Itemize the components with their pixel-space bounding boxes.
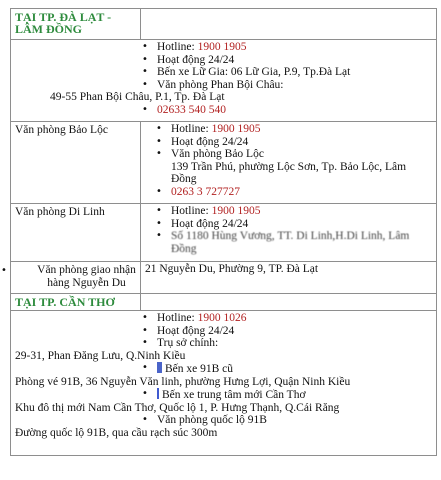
office-address: 49-55 Phan Bội Châu, P.1, Tp. Đà Lạt (50, 91, 225, 103)
list-item: • Hoạt động 24/24 (145, 136, 434, 149)
office-address: 139 Trần Phú, phường Lộc Sơn, Tp. Bảo Lộc, Lâm Đồng (171, 160, 407, 185)
hq-address: 29-31, Phan Đăng Lưu, Q.Ninh Kiều (15, 349, 186, 362)
list-item (145, 186, 434, 199)
office-label-dilinh: Văn phòng Di Linh (11, 204, 141, 262)
office-label-nguyendu: Văn phòng giao nhận hàng Nguyễn Du (37, 264, 136, 289)
list-item: • Văn phòng Bảo Lộc (145, 148, 434, 161)
office-table (1, 8, 437, 456)
section-title-dalat: TẠI TP. ĐÀ LẠT - LÂM ĐỒNG (11, 9, 141, 40)
list-item: • Bến xe 91B cũ (131, 362, 434, 376)
hotline-number: 1900 1026 (197, 312, 247, 324)
list-item (145, 230, 434, 255)
table-row (11, 262, 437, 294)
office-address: 21 Nguyễn Du, Phường 9, TP. Đà Lạt (141, 262, 437, 294)
marker-icon (157, 388, 159, 399)
hotline-number: 1900 1905 (197, 41, 247, 53)
list-item: • Hoạt động 24/24 (131, 54, 434, 67)
list-item: • Hotline: 1900 1905 (131, 41, 434, 54)
marker-icon (157, 362, 162, 373)
table-row (11, 40, 437, 122)
station-address: Khu đô thị mới Nam Cần Thơ, Quốc lộ 1, P. Hưng Thạnh, Q.Cái Răng (15, 401, 340, 414)
table-row (11, 122, 437, 204)
table-row (11, 311, 437, 456)
list-item: • Hotline: 1900 1905 (145, 205, 434, 218)
dalat-main-cell (11, 40, 437, 122)
station-address: Phòng vé 91B, 36 Nguyễn Văn linh, phường Hưng Lợi, Quận Ninh Kiều (15, 375, 351, 388)
list-item: • Văn phòng quốc lộ 91B (131, 414, 434, 427)
list-item: • Hotline: 1900 1905 (145, 123, 434, 136)
list-item: • Hoạt động 24/24 (131, 325, 434, 338)
office-address: Số 1180 Hùng Vương, TT. Di Linh,H.Di Linh, Lâm Đồng (171, 230, 410, 255)
list-item: • Văn phòng Phan Bội Châu: (131, 79, 434, 92)
cantho-cell (11, 311, 437, 456)
table-row (11, 204, 437, 262)
section-row-cantho (11, 294, 437, 311)
section-row-dalat (11, 9, 437, 40)
list-item: • Hotline: 1900 1026 (131, 312, 434, 325)
bullet-icon: • (1, 265, 7, 276)
phone-number: 02633 540 540 (157, 103, 226, 116)
phone-number: 0263 3 727727 (171, 185, 240, 198)
office-address: Đường quốc lộ 91B, qua cầu rạch súc 300m (15, 426, 218, 439)
section-title-cantho: TẠI TP. CẦN THƠ (11, 294, 141, 311)
hotline-number: 1900 1905 (211, 123, 261, 135)
office-label-baoloc: Văn phòng Bảo Lộc (11, 122, 141, 204)
list-item (131, 104, 434, 117)
list-item: • Trụ sở chính: (131, 337, 434, 350)
list-item: • Bến xe trung tâm mới Cần Thơ (131, 388, 434, 402)
list-item: • Hoạt động 24/24 (145, 218, 434, 231)
hotline-number: 1900 1905 (211, 205, 261, 217)
list-item: • Bến xe Lữ Gia: 06 Lữ Gia, P.9, Tp.Đà Lạt (131, 66, 434, 79)
